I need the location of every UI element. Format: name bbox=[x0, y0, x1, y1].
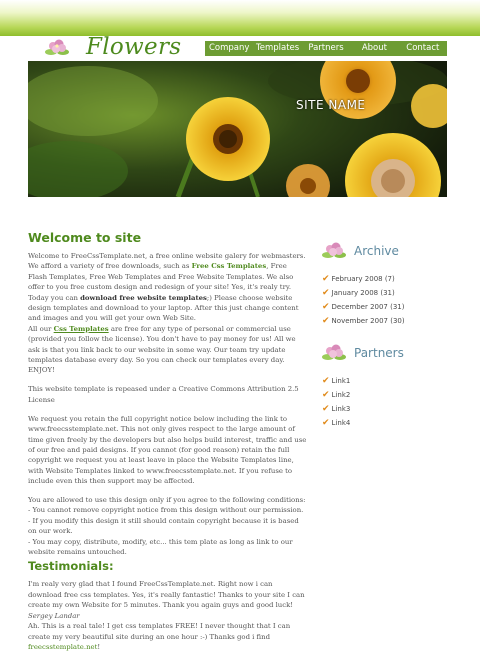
text-run: ;) Please choose website design templates and download to your laptop. After this just change content and images and you will get your own Web Site. bbox=[28, 293, 299, 323]
check-icon: ✔ bbox=[322, 418, 330, 428]
flower-icon bbox=[320, 240, 348, 262]
condition-item: - You may copy, distribute, modify, etc... this tem plate as long as link to our website remains untouched. bbox=[28, 537, 293, 557]
archive-item[interactable]: ✔ December 2007 (31) bbox=[322, 302, 405, 312]
conditions-intro: You are allowed to use this design only if you agree to the following conditions: bbox=[28, 496, 306, 505]
testimonials-title: Testimonials: bbox=[28, 559, 114, 574]
flower-icon bbox=[44, 37, 70, 59]
partners-list bbox=[322, 374, 450, 430]
text-run: Welcome to FreeCssTemplate.net, a free online website galery for webmasters. We afford a variety of free downloads, such as bbox=[28, 252, 306, 271]
emphasis-text: download free website templates bbox=[80, 293, 207, 302]
hero-flowers-image bbox=[28, 61, 447, 197]
main-content bbox=[28, 230, 308, 652]
nav-templates[interactable]: Templates bbox=[256, 43, 300, 53]
check-icon: ✔ bbox=[322, 404, 330, 414]
check-icon: ✔ bbox=[322, 316, 330, 326]
partners-header bbox=[320, 342, 450, 364]
condition-item: - If you modify this design it still should contain copyright because it is based on our work. bbox=[28, 516, 299, 536]
text-run: , Free Flash Templates, Free Web Templates and Free Website Templates. We also offer to you free custom design and redesign of your site! Yes, it's realy try. Today you can bbox=[28, 262, 294, 302]
partners-title: Partners bbox=[354, 346, 404, 360]
license-paragraph bbox=[28, 324, 308, 376]
check-icon: ✔ bbox=[322, 302, 330, 312]
testimonial-text: I'm realy very glad that I found FreeCssTemplate.net. Right now i can download free css templates. Yes, it's really fantastic! Thanks to your site I can create my own Website for 5 minutes. Thank you again guys and good luck! bbox=[28, 580, 305, 610]
check-icon: ✔ bbox=[322, 390, 330, 400]
text-run: are free for any type of personal or commercial use (provided you follow the license). You don't have to pay money for us! All we ask is that you link back to our website in some way. Our team try update templates database every day. So you can check our templates every day. ENJOY! bbox=[28, 324, 296, 375]
archive-header bbox=[320, 240, 450, 262]
partner-link[interactable]: ✔ Link3 bbox=[322, 404, 351, 414]
logo-text[interactable]: Flowers bbox=[86, 34, 182, 60]
archive-title: Archive bbox=[354, 244, 399, 258]
check-icon: ✔ bbox=[322, 376, 330, 386]
archive-list bbox=[322, 272, 450, 328]
nav-partners[interactable]: Partners bbox=[308, 43, 344, 53]
hero-banner bbox=[28, 61, 447, 197]
nav-contact[interactable]: Contact bbox=[406, 43, 440, 53]
archive-item[interactable]: ✔ February 2008 (7) bbox=[322, 274, 395, 284]
inline-link[interactable]: Free Css Templates bbox=[191, 262, 267, 271]
nav-company[interactable]: Company bbox=[208, 43, 250, 53]
site-name: SITE NAME bbox=[296, 98, 366, 112]
top-gradient-band bbox=[0, 0, 480, 36]
inline-link[interactable]: Css Templates bbox=[53, 324, 109, 333]
partner-link[interactable]: ✔ Link4 bbox=[322, 418, 351, 428]
welcome-title: Welcome to site bbox=[28, 230, 142, 245]
partner-link[interactable]: ✔ Link1 bbox=[322, 376, 351, 386]
testimonial-link[interactable]: freecsstemplate.net bbox=[28, 642, 98, 651]
testimonial-author: Sergey Landar bbox=[28, 611, 80, 620]
condition-item: - You cannot remove copyright notice from this design without our permission. bbox=[28, 506, 304, 515]
flower-icon bbox=[320, 342, 348, 364]
nav-about[interactable]: About bbox=[361, 43, 387, 53]
archive-item[interactable]: ✔ January 2008 (31) bbox=[322, 288, 395, 298]
text-run: All our bbox=[28, 324, 54, 333]
partner-link[interactable]: ✔ Link2 bbox=[322, 390, 351, 400]
copyright-request-text: We request you retain the full copyright notice below including the link to www.freecsstemplate.net. This not only gives respect to the large amount of time given freely by the developers but also helps build interest, traffic and use of our free and paid designs. If you cannot (for good reason) retain the full copyright we request you at least leave in place the Website Templates line, with Website Templates linked to www.freecsstemplate.net. If you refuse to include even this then support may be affected. bbox=[28, 414, 307, 486]
testimonial-text: Ah. This is a real tale! I get css templates FREE! I never thought that I can create my very beautiful site during an one hour :-) Thanks god i find freecsstemplate.net! bbox=[28, 622, 291, 651]
sidebar bbox=[320, 240, 450, 444]
main-nav bbox=[205, 41, 447, 56]
archive-item[interactable]: ✔ November 2007 (30) bbox=[322, 316, 405, 326]
intro-paragraph bbox=[28, 251, 308, 324]
cc-license-text: This website template is repeased under a Creative Commons Attribution 2.5 License bbox=[28, 385, 299, 404]
check-icon: ✔ bbox=[322, 288, 330, 298]
check-icon: ✔ bbox=[322, 274, 330, 284]
